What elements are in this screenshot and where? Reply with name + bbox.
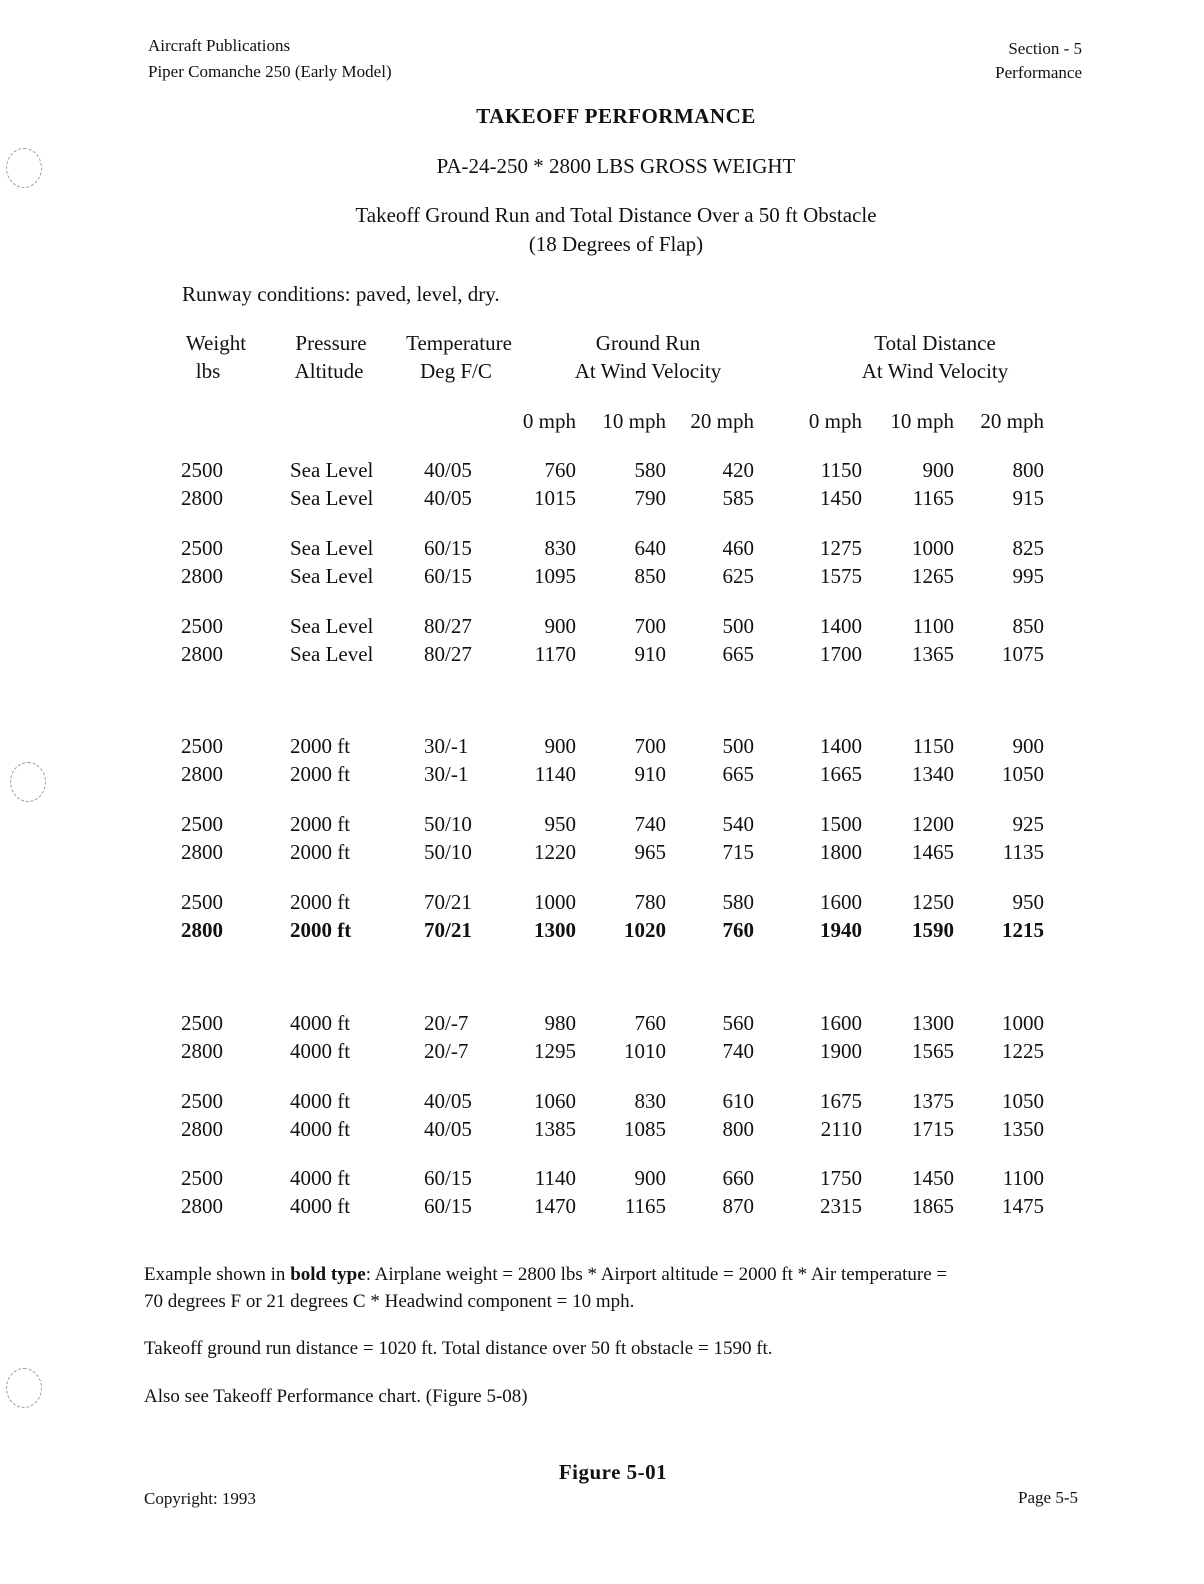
row-temperature: 60/15 [424,564,472,588]
example-line-1 [144,1264,947,1286]
page-title: TAKEOFF PERFORMANCE [476,104,756,128]
row-ground-run-10mph: 780 [634,890,666,914]
copyright-label: Copyright: 1993 [144,1489,256,1508]
row-ground-run-20mph: 580 [722,890,754,914]
figure-label: Figure 5-01 [558,1460,668,1484]
row-ground-run-0mph: 1295 [534,1039,576,1063]
row-ground-run-0mph: 1300 [534,918,576,942]
row-total-distance-10mph: 1465 [912,840,954,864]
binder-hole-middle [10,762,46,802]
row-ground-run-10mph: 910 [634,762,666,786]
row-total-distance-10mph: 1165 [912,486,954,510]
description-line-1: Takeoff Ground Run and Total Distance Over a 50 ft Obstacle [355,203,877,227]
row-ground-run-10mph: 760 [634,1011,666,1035]
row-altitude: Sea Level [290,614,374,638]
publisher-label: Aircraft Publications [148,36,291,55]
row-total-distance-0mph: 1500 [820,812,862,836]
row-total-distance-0mph: 1600 [820,1011,862,1035]
row-total-distance-0mph: 2315 [820,1194,862,1218]
row-ground-run-20mph: 500 [722,614,754,638]
row-total-distance-0mph: 2110 [820,1117,862,1141]
header-temperature-2: Deg F/C [420,359,492,383]
row-temperature: 60/15 [424,536,472,560]
row-ground-run-20mph: 420 [722,458,754,482]
row-total-distance-10mph: 1450 [912,1166,954,1190]
row-weight: 2500 [181,1011,223,1035]
row-temperature: 30/-1 [424,762,469,786]
row-ground-run-20mph: 540 [722,812,754,836]
see-also-note: Also see Takeoff Performance chart. (Figure 5-08) [144,1386,528,1407]
aircraft-label: Piper Comanche 250 (Early Model) [148,62,392,81]
row-ground-run-20mph: 625 [722,564,754,588]
row-ground-run-10mph: 700 [634,614,666,638]
row-total-distance-0mph: 1450 [820,486,862,510]
row-weight: 2800 [181,1039,223,1063]
header-total-distance-2: At Wind Velocity [861,359,1009,383]
header-total-distance-1: Total Distance [874,331,996,355]
row-total-distance-20mph: 825 [1012,536,1044,560]
row-altitude: 2000 ft [290,840,351,864]
row-total-distance-0mph: 1665 [820,762,862,786]
row-temperature: 70/21 [424,890,472,914]
row-altitude: 2000 ft [290,890,351,914]
row-altitude: 2000 ft [290,812,351,836]
row-ground-run-0mph: 1140 [534,1166,576,1190]
row-temperature: 70/21 [424,918,472,942]
row-total-distance-0mph: 1750 [820,1166,862,1190]
row-ground-run-0mph: 1385 [534,1117,576,1141]
row-ground-run-0mph: 900 [544,734,576,758]
row-total-distance-0mph: 1900 [820,1039,862,1063]
row-temperature: 20/-7 [424,1011,469,1035]
row-temperature: 50/10 [424,812,472,836]
row-total-distance-0mph: 1600 [820,890,862,914]
row-weight: 2800 [181,762,223,786]
row-ground-run-10mph: 850 [634,564,666,588]
header-td-10mph: 10 mph [890,409,954,433]
row-ground-run-20mph: 665 [722,642,754,666]
row-temperature: 50/10 [424,840,472,864]
row-ground-run-20mph: 715 [722,840,754,864]
row-altitude: 2000 ft [290,918,352,942]
row-total-distance-0mph: 1275 [820,536,862,560]
row-total-distance-20mph: 800 [1012,458,1044,482]
row-temperature: 40/05 [424,486,472,510]
row-total-distance-20mph: 1350 [1002,1117,1044,1141]
row-temperature: 40/05 [424,458,472,482]
row-ground-run-20mph: 460 [722,536,754,560]
row-total-distance-10mph: 1000 [912,536,954,560]
row-altitude: 4000 ft [290,1089,351,1113]
row-ground-run-20mph: 610 [722,1089,754,1113]
row-total-distance-0mph: 1675 [820,1089,862,1113]
row-total-distance-20mph: 1215 [1002,918,1044,942]
row-weight: 2800 [181,564,223,588]
row-weight: 2800 [181,1194,223,1218]
section-label: Section - 5 [1008,39,1082,58]
row-total-distance-0mph: 1800 [820,840,862,864]
row-ground-run-0mph: 1220 [534,840,576,864]
row-ground-run-20mph: 660 [722,1166,754,1190]
row-total-distance-10mph: 1375 [912,1089,954,1113]
example-result: Takeoff ground run distance = 1020 ft. Total distance over 50 ft obstacle = 1590 ft. [144,1338,773,1359]
row-ground-run-10mph: 965 [634,840,666,864]
header-td-0mph: 0 mph [808,409,862,433]
row-weight: 2800 [181,918,223,942]
row-temperature: 20/-7 [424,1039,469,1063]
description-line-2: (18 Degrees of Flap) [528,232,704,256]
row-altitude: 4000 ft [290,1166,351,1190]
runway-conditions: Runway conditions: paved, level, dry. [182,282,500,306]
header-weight-2: lbs [195,359,221,383]
row-weight: 2500 [181,614,223,638]
row-total-distance-0mph: 1940 [820,918,862,942]
row-total-distance-20mph: 950 [1012,890,1044,914]
row-ground-run-0mph: 830 [544,536,576,560]
row-total-distance-10mph: 1150 [912,734,954,758]
row-total-distance-20mph: 1225 [1002,1039,1044,1063]
row-altitude: Sea Level [290,564,374,588]
row-ground-run-10mph: 1010 [624,1039,666,1063]
row-altitude: 2000 ft [290,734,351,758]
row-total-distance-20mph: 1000 [1002,1011,1044,1035]
row-total-distance-20mph: 1075 [1002,642,1044,666]
row-altitude: Sea Level [290,536,374,560]
row-temperature: 60/15 [424,1166,472,1190]
row-ground-run-20mph: 870 [722,1194,754,1218]
row-temperature: 60/15 [424,1194,472,1218]
row-ground-run-10mph: 1165 [624,1194,666,1218]
row-temperature: 30/-1 [424,734,469,758]
row-altitude: 4000 ft [290,1194,351,1218]
row-altitude: 2000 ft [290,762,351,786]
row-ground-run-10mph: 900 [634,1166,666,1190]
row-ground-run-0mph: 950 [544,812,576,836]
row-total-distance-10mph: 1590 [912,918,954,942]
row-total-distance-20mph: 1050 [1002,1089,1044,1113]
row-ground-run-20mph: 740 [722,1039,754,1063]
header-pressure-2: Altitude [294,359,364,383]
header-gr-20mph: 20 mph [690,409,754,433]
row-altitude: Sea Level [290,458,374,482]
row-altitude: 4000 ft [290,1039,351,1063]
row-temperature: 80/27 [424,614,472,638]
row-total-distance-20mph: 995 [1012,564,1044,588]
row-total-distance-20mph: 1100 [1002,1166,1044,1190]
row-ground-run-10mph: 580 [634,458,666,482]
row-ground-run-0mph: 1060 [534,1089,576,1113]
row-ground-run-10mph: 740 [634,812,666,836]
row-ground-run-10mph: 640 [634,536,666,560]
example-rest: : Airplane weight = 2800 lbs * Airport altitude = 2000 ft * Air temperature = [365,1264,948,1285]
row-weight: 2800 [181,1117,223,1141]
row-altitude: 4000 ft [290,1117,351,1141]
row-total-distance-10mph: 1865 [912,1194,954,1218]
header-temperature-1: Temperature [406,331,512,355]
row-ground-run-10mph: 830 [634,1089,666,1113]
page-number: Page 5-5 [1018,1488,1078,1507]
row-weight: 2800 [181,486,223,510]
row-total-distance-10mph: 1250 [912,890,954,914]
row-total-distance-0mph: 1400 [820,614,862,638]
row-total-distance-10mph: 1300 [912,1011,954,1035]
row-weight: 2500 [181,890,223,914]
row-ground-run-20mph: 760 [722,918,754,942]
row-weight: 2500 [181,536,223,560]
row-ground-run-10mph: 700 [634,734,666,758]
header-ground-run-2: At Wind Velocity [574,359,722,383]
row-ground-run-20mph: 500 [722,734,754,758]
row-ground-run-0mph: 900 [544,614,576,638]
row-weight: 2500 [181,812,223,836]
header-td-20mph: 20 mph [980,409,1044,433]
row-ground-run-10mph: 790 [634,486,666,510]
row-temperature: 40/05 [424,1089,472,1113]
header-pressure-1: Pressure [295,331,367,355]
example-bold-word: bold type [290,1264,366,1285]
row-weight: 2800 [181,840,223,864]
row-total-distance-20mph: 1475 [1002,1194,1044,1218]
row-total-distance-20mph: 915 [1012,486,1044,510]
row-weight: 2500 [181,458,223,482]
row-total-distance-0mph: 1575 [820,564,862,588]
row-total-distance-10mph: 1715 [912,1117,954,1141]
row-ground-run-20mph: 585 [722,486,754,510]
row-total-distance-20mph: 1050 [1002,762,1044,786]
row-total-distance-10mph: 1340 [912,762,954,786]
row-ground-run-0mph: 1140 [534,762,576,786]
row-total-distance-10mph: 1365 [912,642,954,666]
row-weight: 2800 [181,642,223,666]
row-total-distance-0mph: 1400 [820,734,862,758]
example-line-2: 70 degrees F or 21 degrees C * Headwind component = 10 mph. [144,1291,635,1312]
row-ground-run-20mph: 560 [722,1011,754,1035]
row-total-distance-20mph: 1135 [1002,840,1044,864]
row-ground-run-20mph: 800 [722,1117,754,1141]
row-total-distance-20mph: 925 [1012,812,1044,836]
section-name-label: Performance [995,63,1082,82]
row-ground-run-0mph: 760 [544,458,576,482]
row-ground-run-10mph: 910 [634,642,666,666]
row-altitude: 4000 ft [290,1011,351,1035]
row-ground-run-0mph: 980 [544,1011,576,1035]
row-weight: 2500 [181,734,223,758]
row-altitude: Sea Level [290,486,374,510]
header-gr-0mph: 0 mph [522,409,576,433]
header-gr-10mph: 10 mph [602,409,666,433]
row-total-distance-0mph: 1700 [820,642,862,666]
row-temperature: 80/27 [424,642,472,666]
binder-hole-bottom [6,1368,42,1408]
row-ground-run-0mph: 1470 [534,1194,576,1218]
row-total-distance-10mph: 1100 [912,614,954,638]
row-weight: 2500 [181,1089,223,1113]
row-total-distance-10mph: 1565 [912,1039,954,1063]
row-altitude: Sea Level [290,642,374,666]
row-total-distance-20mph: 850 [1012,614,1044,638]
header-ground-run-1: Ground Run [595,331,701,355]
example-prefix: Example shown in [144,1264,291,1285]
row-total-distance-10mph: 1265 [912,564,954,588]
row-total-distance-0mph: 1150 [820,458,862,482]
row-ground-run-10mph: 1085 [624,1117,666,1141]
row-total-distance-20mph: 900 [1012,734,1044,758]
row-temperature: 40/05 [424,1117,472,1141]
row-total-distance-10mph: 900 [922,458,954,482]
page-subtitle: PA-24-250 * 2800 LBS GROSS WEIGHT [436,154,796,178]
row-ground-run-0mph: 1095 [534,564,576,588]
row-ground-run-0mph: 1000 [534,890,576,914]
row-ground-run-0mph: 1170 [534,642,576,666]
row-total-distance-10mph: 1200 [912,812,954,836]
row-ground-run-10mph: 1020 [624,918,666,942]
row-ground-run-0mph: 1015 [534,486,576,510]
row-ground-run-20mph: 665 [722,762,754,786]
header-weight-1: Weight [185,331,247,355]
row-weight: 2500 [181,1166,223,1190]
